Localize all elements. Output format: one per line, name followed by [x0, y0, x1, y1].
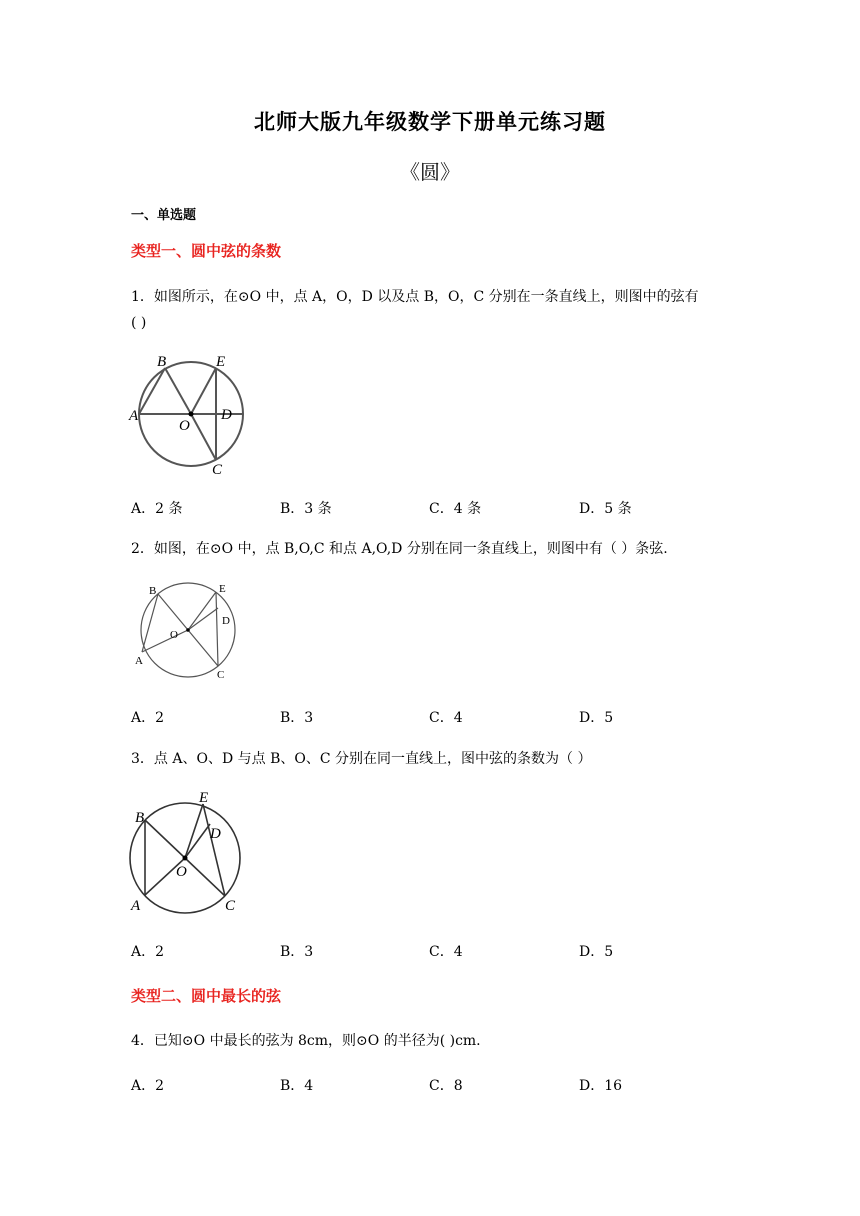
question-1-option-d[interactable]: D．5 条: [579, 501, 632, 517]
question-4-option-a[interactable]: A．2: [131, 1078, 165, 1094]
q1-label-o: O: [179, 418, 190, 434]
q3-label-b: B: [135, 810, 145, 826]
question-3-option-b[interactable]: B．3: [280, 944, 314, 960]
q2-label-c: C: [217, 669, 225, 681]
question-1-figure: [128, 348, 253, 478]
q3-label-e: E: [199, 790, 209, 806]
question-1-option-a[interactable]: A．2 条: [131, 501, 183, 517]
q1-label-c: C: [212, 462, 223, 478]
question-1-options: [131, 498, 731, 518]
document-title: 北师大版九年级数学下册单元练习题: [254, 110, 606, 134]
question-2-option-b[interactable]: B．3: [280, 710, 314, 726]
question-3-stem: [131, 746, 731, 772]
question-3-line1: 3．点 A、O、D 与点 B、O、C 分别在同一直线上，图中弦的条数为（ ）: [131, 751, 592, 767]
question-1-line2: ( ): [131, 315, 147, 331]
question-2-stem: [131, 536, 731, 562]
q2-label-a: A: [135, 655, 143, 667]
document-subtitle: 《圆》: [400, 160, 460, 184]
question-2-option-d[interactable]: D．5: [579, 710, 614, 726]
q3-label-d: D: [210, 826, 221, 842]
question-4-option-b[interactable]: B．4: [280, 1078, 314, 1094]
q2-label-e: E: [219, 583, 226, 595]
question-2-option-c[interactable]: C．4: [429, 710, 463, 726]
q3-label-c: C: [225, 898, 236, 914]
type-heading-1: 类型一、圆中弦的条数: [131, 242, 282, 260]
question-2-option-a[interactable]: A．2: [131, 710, 165, 726]
q1-label-d: D: [221, 407, 232, 423]
question-4-stem: [131, 1028, 731, 1054]
question-3-option-d[interactable]: D．5: [579, 944, 614, 960]
question-1-option-c[interactable]: C．4 条: [429, 501, 482, 517]
question-3-option-a[interactable]: A．2: [131, 944, 165, 960]
q1-label-e: E: [216, 354, 226, 370]
question-3-options: [131, 941, 731, 961]
q1-label-a: A: [129, 408, 139, 424]
q2-label-o: O: [170, 629, 178, 641]
question-1-line1: 1．如图所示，在⊙O 中，点 A，O，D 以及点 B，O，C 分别在一条直线上，则图中的弦有: [131, 289, 699, 305]
q3-label-a: A: [131, 898, 141, 914]
question-1-stem: [131, 284, 731, 336]
question-4-options: [131, 1075, 731, 1095]
q2-label-b: B: [149, 585, 157, 597]
question-4-option-d[interactable]: D．16: [579, 1078, 623, 1094]
question-3-option-c[interactable]: C．4: [429, 944, 463, 960]
question-4-option-c[interactable]: C．8: [429, 1078, 463, 1094]
question-2-options: [131, 707, 731, 727]
q1-label-b: B: [157, 354, 167, 370]
type-heading-2: 类型二、圆中最长的弦: [131, 987, 282, 1005]
section-heading: 一、单选题: [131, 208, 197, 223]
question-1-option-b[interactable]: B．3 条: [280, 501, 332, 517]
question-4-line1: 4．已知⊙O 中最长的弦为 8cm，则⊙O 的半径为( )cm.: [131, 1033, 481, 1049]
question-3-figure: [128, 788, 246, 914]
q3-label-o: O: [176, 864, 187, 880]
question-2-line1: 2．如图，在⊙O 中，点 B,O,C 和点 A,O,D 分别在同一条直线上，则图中有（ ）条弦.: [131, 541, 668, 557]
question-2-figure: [130, 582, 240, 682]
q2-label-d: D: [222, 615, 230, 627]
